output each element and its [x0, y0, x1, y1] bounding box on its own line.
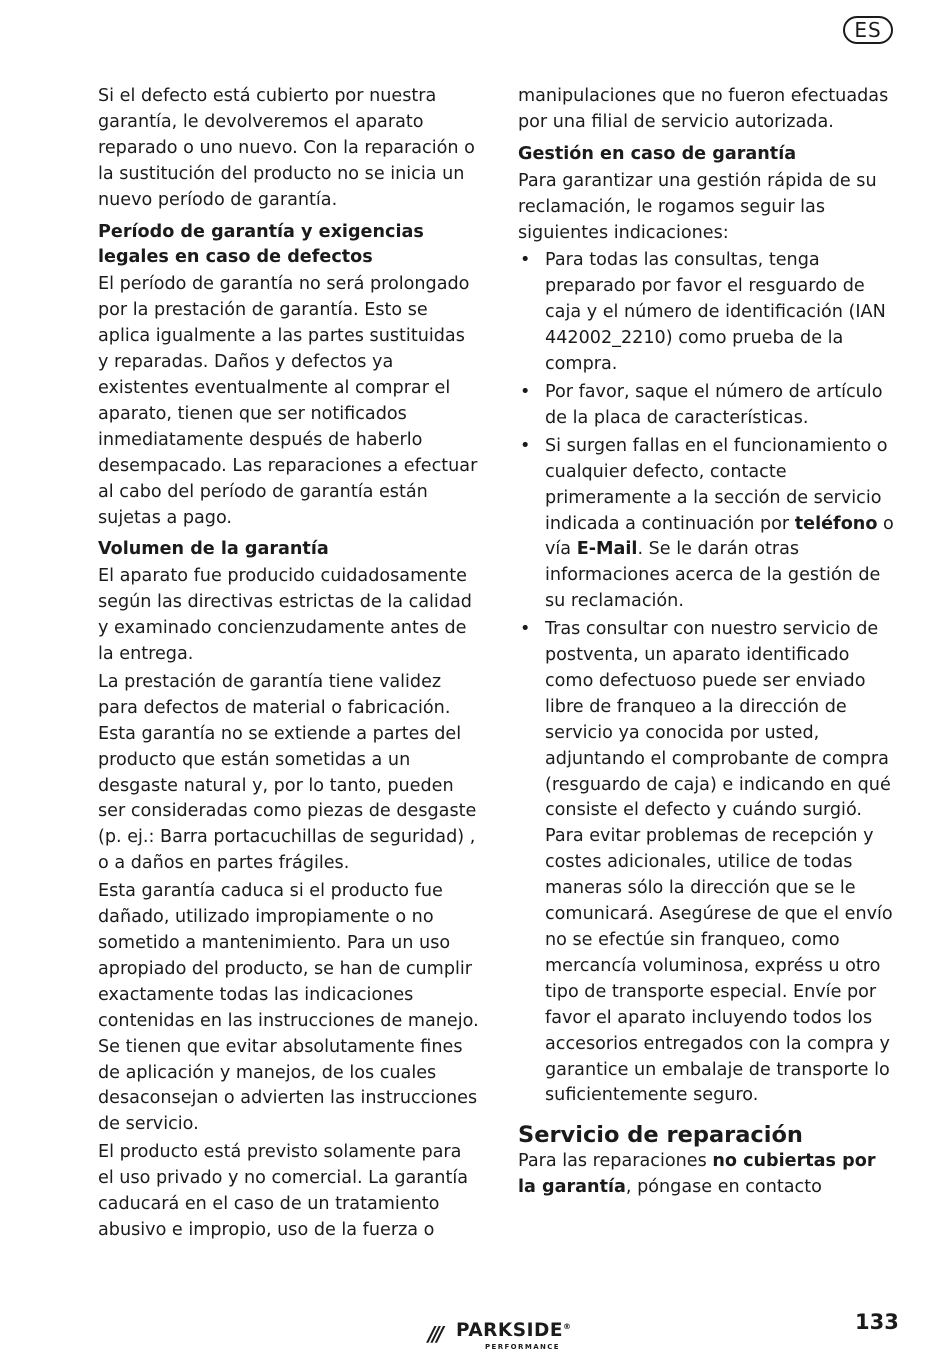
paragraph-repair-service: [518, 1149, 896, 1201]
paragraph-scope-1: El aparato fue producido cuidadosamente según las directivas estrictas de la calidad y examinado concienzudamente antes de la entrega.: [98, 566, 472, 665]
email-emphasis: E-Mail: [576, 539, 638, 560]
repair-text: , póngase en contacto: [625, 1177, 822, 1198]
list-item-text: . Se le darán otras informaciones acerca de la gestión de su reclamación.: [545, 539, 881, 612]
phone-emphasis: teléfono: [794, 513, 878, 534]
list-item-text: o vía: [545, 513, 894, 560]
repair-emphasis: no cubiertas por la garantía: [518, 1151, 876, 1198]
instruction-list: [518, 248, 896, 1109]
paragraph-warranty-handling: Para garantizar una gestión rápida de su reclamación, le rogamos seguir las siguientes indicaciones:: [518, 170, 877, 243]
paragraph-scope-4: El producto está previsto solamente para el uso privado y no comercial. La garantía caducará en el caso de un tratamiento abusivo e impropio, uso de la fuerza o: [98, 1142, 469, 1240]
heading-warranty-period: Período de garantía y exigencias legales en caso de defectos: [98, 221, 424, 268]
heading-repair-service: Servicio de reparación: [518, 1122, 803, 1149]
heading-warranty-handling: Gestión en caso de garantía: [518, 143, 797, 164]
paragraph-intro: Si el defecto está cubierto por nuestra garantía, le devolveremos el aparato reparado o uno nuevo. Con la reparación o la sustitución del producto no se inicia un nuevo período de garantía.: [98, 86, 475, 210]
list-item: • Para todas las consultas, tenga preparado por favor el resguardo de caja y el número de identificación (IAN 442002_2210) como prueba de la compra.: [518, 248, 896, 378]
paragraph-scope-2: La prestación de garantía tiene validez para defectos de material o fabricación. Esta garantía no se extiende a partes del producto que están sometidas a un desgaste natural y, por lo tanto, pueden ser consideradas como piezas de desgaste (p. ej.: Barra portacuchillas de seguridad) , o a daños en partes frágiles.: [98, 671, 477, 874]
logo-brand-name: PARKSIDE®: [456, 1320, 572, 1341]
list-item: • Por favor, saque el número de artículo de la placa de características.: [518, 380, 896, 432]
list-item-text: Si surgen fallas en el funcionamiento o cualquier defecto, contacte primeramente a la sección de servicio indicada a continuación por: [545, 435, 888, 534]
right-column: [518, 84, 896, 1203]
logo-subtitle: PERFORMANCE: [485, 1343, 560, 1351]
page-number: 133: [855, 1310, 899, 1334]
paragraph-continued: manipulaciones que no fueron efectuadas por una filial de servicio autorizada.: [518, 86, 889, 132]
heading-warranty-scope: Volumen de la garantía: [98, 539, 329, 560]
language-badge: ES: [843, 16, 893, 44]
left-column: [98, 84, 480, 1246]
list-item: [518, 434, 896, 615]
parkside-logo: [428, 1318, 588, 1354]
paragraph-scope-3: Esta garantía caduca si el producto fue dañado, utilizado impropiamente o no sometido a mantenimiento. Para un uso apropiado del producto, se han de cumplir exactamente todas las indicaciones contenidas en las instrucciones de manejo. Se tienen que evitar absolutamente fines de aplicación y manejos, de los cuales desaconsejan o advierten las instrucciones de servicio.: [98, 881, 479, 1135]
paragraph-warranty-period: El período de garantía no será prolongado por la prestación de garantía. Esto se aplica igualmente a las partes sustituidas y reparadas. Daños y defectos ya existentes eventualmente al comprar el aparato, tienen que ser notificados inmediatamente después de haberlo desempacado. Las reparaciones a efectuar al cabo del período de garantía están sujetas a pago.: [98, 274, 478, 528]
list-item: • Tras consultar con nuestro servicio de postventa, un aparato identificado como defectuoso puede ser enviado libre de franqueo a la dirección de servicio ya conocida por usted, adjuntando el comprobante de compra (resguardo de caja) e indicando en qué consiste el defecto y cuándo surgió. Para evitar problemas de recepción y costes adicionales, utilice de todas maneras sólo la dirección que se le comunicará. Asegúrese de que el envío no se efectúe sin franqueo, como mercancía voluminosa, expréss u otro tipo de transporte especial. Envíe por favor el aparato incluyendo todos los accesorios entregados con la compra y garantice un embalaje de transporte lo suficientemente seguro.: [518, 617, 896, 1109]
repair-text: Para las reparaciones: [518, 1151, 713, 1172]
logo-slashes-icon: ///: [428, 1322, 441, 1346]
